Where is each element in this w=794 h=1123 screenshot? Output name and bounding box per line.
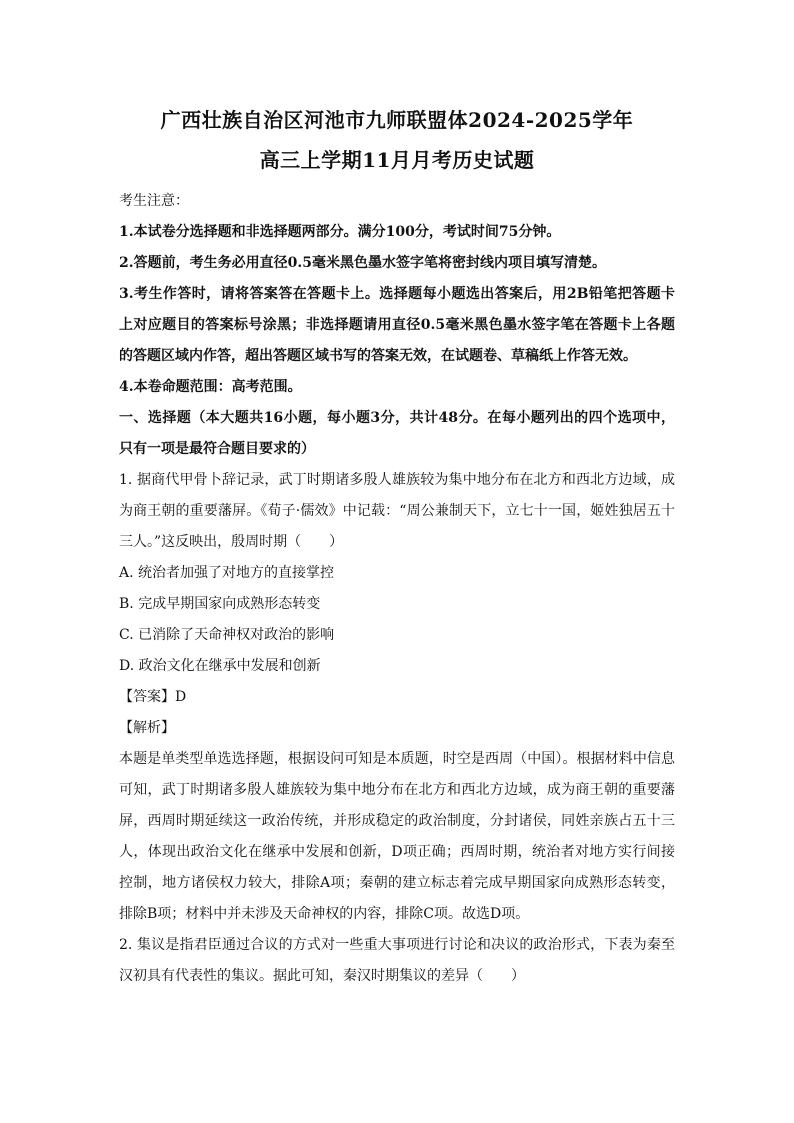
analysis-line-2: 可知，武丁时期诸多殷人雄族较为集中地分布在北方和西北方边域，成为商王朝的重要藩 [119,782,675,798]
page-subtitle: 高三上学期11月月考历史试题 [259,148,535,172]
question-1-line-1: 1. 据商代甲骨卜辞记录，武丁时期诸多殷人雄族较为集中地分布在北方和西北方边域，成 [119,472,675,488]
notice-item-4: 4.本卷命题范围：高考范围。 [119,379,302,395]
notice-item-3-line-1: 3.考生作答时，请将答案答在答题卡上。选择题每小题选出答案后，用2B铅笔把答题卡 [119,286,675,302]
question-1-analysis-label: 【解析】 [119,720,175,736]
analysis-line-4: 人，体现出政治文化在继承中发展和创新，D项正确；西周时期，统治者对地方实行间接 [119,844,675,860]
analysis-line-1: 本题是单类型单选选择题，根据设问可知是本质题，时空是西周（中国）。根据材料中信息 [119,751,675,767]
notice-item-1: 1.本试卷分选择题和非选择题两部分。满分100分，考试时间75分钟。 [119,224,561,240]
question-1-line-3: 三人。”这反映出，殷周时期（ ） [119,534,344,550]
section-heading-line-2: 只有一项是最符合题目要求的） [119,441,315,457]
analysis-line-6: 排除B项；材料中并未涉及天命神权的内容，排除C项。故选D项。 [119,906,530,922]
section-heading-line-1: 一、选择题（本大题共16小题，每小题3分，共计48分。在每小题列出的四个选项中， [119,410,675,426]
notice-heading: 考生注意： [119,193,189,209]
page-title: 广西壮族自治区河池市九师联盟体2024-2025学年 [160,108,634,132]
question-1-option-d: D. 政治文化在继承中发展和创新 [119,658,321,674]
question-1-option-a: A. 统治者加强了对地方的直接掌控 [119,565,335,581]
analysis-line-3: 屏，西周时期延续这一政治传统，并形成稳定的政治制度，分封诸侯，同姓亲族占五十三 [119,813,675,829]
document-body [119,186,675,992]
analysis-line-5: 控制，地方诸侯权力较大，排除A项；秦朝的建立标志着完成早期国家向成熟形态转变， [119,875,675,891]
notice-item-3-line-3: 的答题区域内作答，超出答题区域书写的答案无效，在试题卷、草稿纸上作答无效。 [119,348,637,364]
question-2-line-2: 汉初具有代表性的集议。据此可知，秦汉时期集议的差异（ ） [119,968,525,984]
question-1-line-2: 为商王朝的重要藩屏。《荀子·儒效》中记载：“周公兼制天下，立七十一国，姬姓独居五十 [119,503,675,519]
question-1-option-b: B. 完成早期国家向成熟形态转变 [119,596,321,612]
question-1-option-c: C. 已消除了天命神权对政治的影响 [119,627,335,643]
notice-item-2: 2.答题前，考生务必用直径0.5毫米黑色墨水签字笔将密封线内项目填写清楚。 [119,255,606,271]
question-2-line-1: 2. 集议是指君臣通过合议的方式对一些重大事项进行讨论和决议的政治形式，下表为秦至 [119,937,675,953]
question-1-answer: 【答案】D [119,689,187,705]
notice-item-3-line-2: 上对应题目的答案标号涂黑；非选择题请用直径0.5毫米黑色墨水签字笔在答题卡上各题 [119,317,675,333]
